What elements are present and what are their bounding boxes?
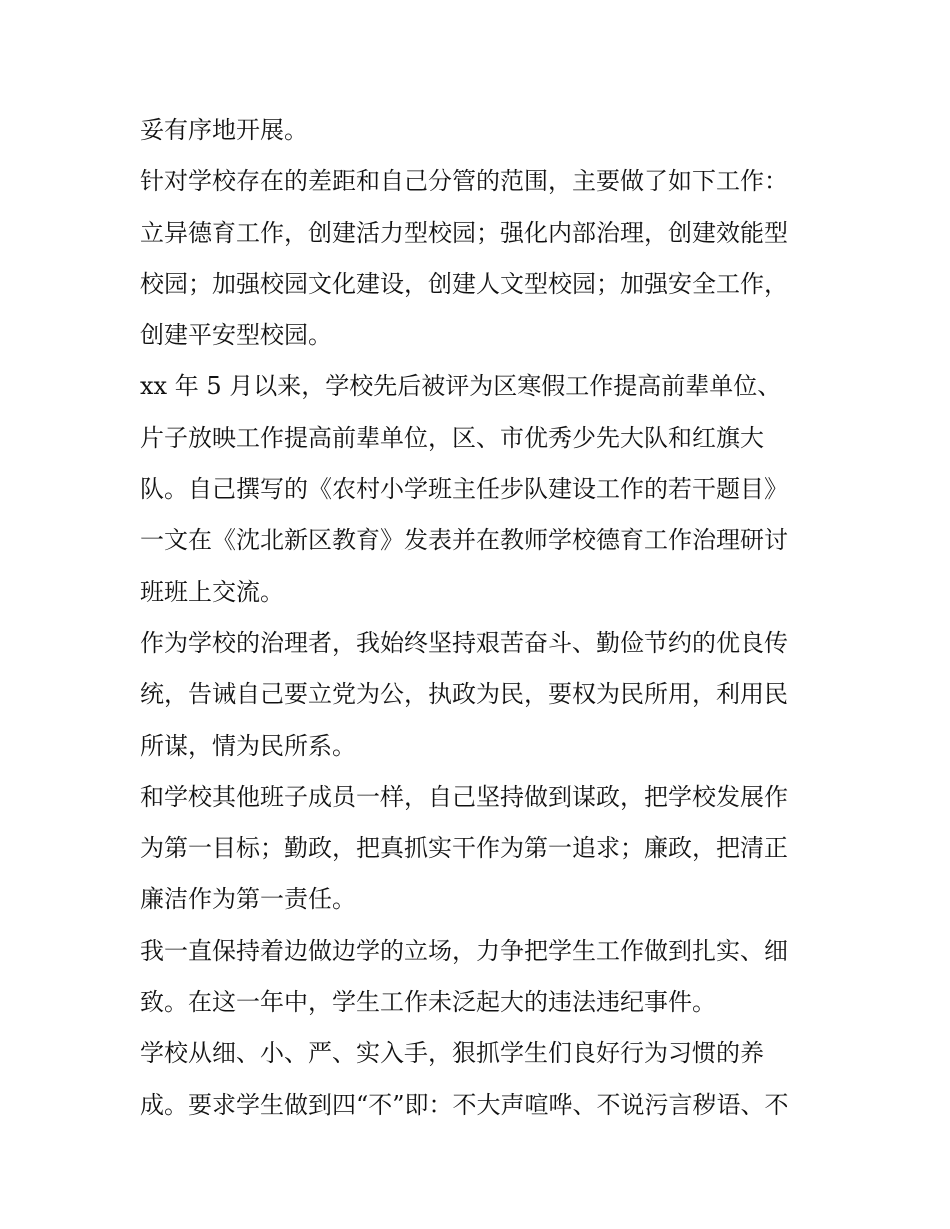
text-line: 成。要求学生做到四“不”即：不大声喧哗、不说污言秽语、不 xyxy=(140,1090,789,1119)
text-line: 所谋，情为民所系。 xyxy=(140,731,356,760)
text-line: 片子放映工作提高前辈单位，区、市优秀少先大队和红旗大 xyxy=(140,423,764,452)
text-line: 立异德育工作，创建活力型校园；强化内部治理，创建效能型 xyxy=(140,218,788,247)
text-line: 妥有序地开展。 xyxy=(140,116,308,144)
text-line: 作为学校的治理者，我始终坚持艰苦奋斗、勤俭节约的优良传 xyxy=(140,628,788,657)
text-line: 廉洁作为第一责任。 xyxy=(140,885,356,914)
text-line: xx 年 5 月以来，学校先后被评为区寒假工作提高前辈单位、 xyxy=(140,372,782,401)
text-line: 队。自己撰写的《农村小学班主任步队建设工作的若干题目》 xyxy=(140,475,788,504)
text-line: 创建平安型校园。 xyxy=(140,321,332,350)
text-line: 为第一目标；勤政，把真抓实干作为第一追求；廉政，把清正 xyxy=(140,834,788,863)
text-line: 一文在《沈北新区教育》发表并在教师学校德育工作治理研讨 xyxy=(140,526,788,555)
text-line: 致。在这一年中，学生工作未泛起大的违法违纪事件。 xyxy=(140,988,716,1017)
text-line: 和学校其他班子成员一样，自己坚持做到谋政，把学校发展作 xyxy=(140,782,788,811)
text-line: 针对学校存在的差距和自己分管的范围，主要做了如下工作： xyxy=(140,167,788,196)
text-line: 我一直保持着边做边学的立场，力争把学生工作做到扎实、细 xyxy=(140,936,788,965)
text-line: 校园；加强校园文化建设，创建人文型校园；加强安全工作， xyxy=(140,269,788,298)
text-line: 统，告诫自己要立党为公，执政为民，要权为民所用，利用民 xyxy=(140,680,788,709)
text-line: 班班上交流。 xyxy=(140,577,284,606)
document-body xyxy=(140,108,830,1134)
text-line: 学校从细、小、严、实入手，狠抓学生们良好行为习惯的养 xyxy=(140,1039,764,1068)
